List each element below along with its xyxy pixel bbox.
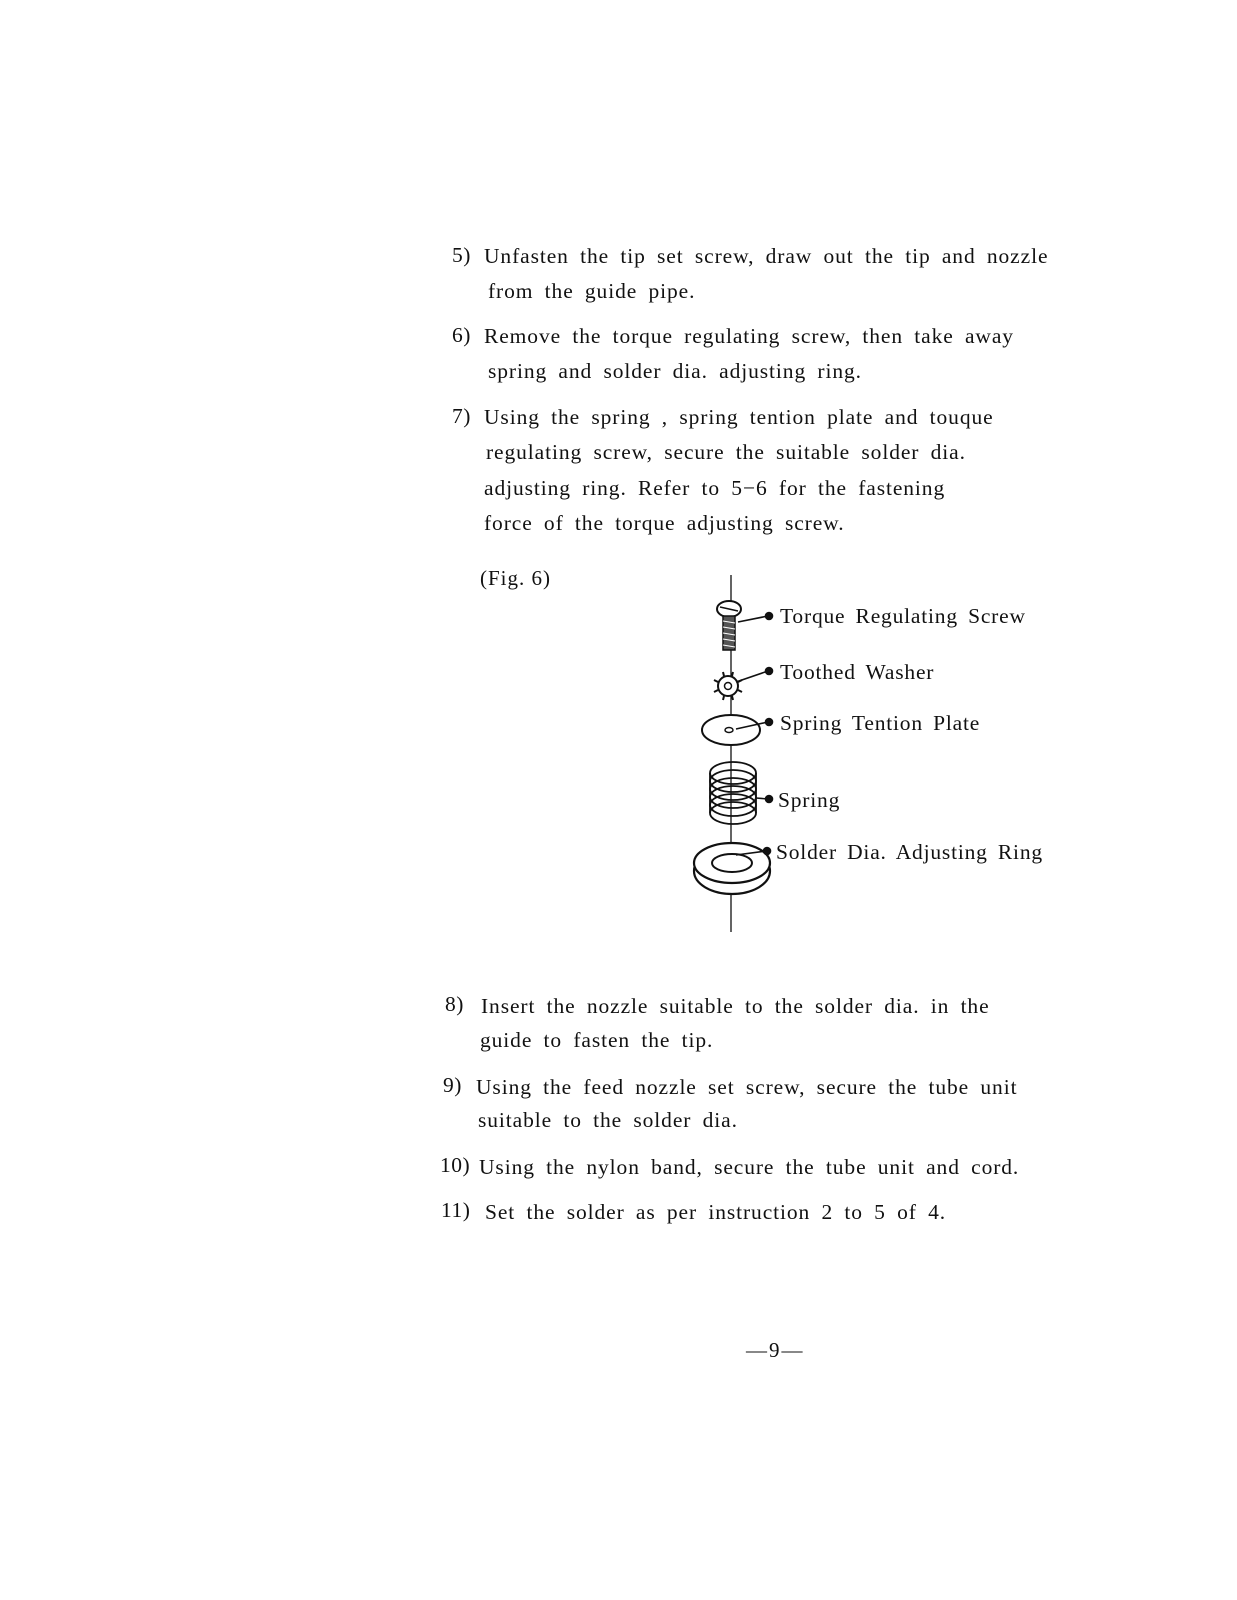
step-6-line-1: Remove the torque regulating screw, then take away [484, 324, 1014, 348]
spring-icon [710, 762, 756, 824]
step-10-number: 10) [440, 1153, 471, 1177]
figure-label: (Fig. 6) [480, 566, 551, 590]
plate-icon [702, 715, 760, 745]
step-10-line-1: Using the nylon band, secure the tube unit and cord. [479, 1155, 1020, 1179]
step-11-line-1: Set the solder as per instruction 2 to 5 of 4. [485, 1200, 947, 1224]
callout-spring: Spring [778, 788, 841, 812]
step-7-line-2: regulating screw, secure the suitable solder dia. [486, 440, 966, 464]
step-5-line-2: from the guide pipe. [488, 279, 696, 303]
page-number: —9— [746, 1338, 805, 1362]
step-7-number: 7) [452, 404, 471, 428]
exploded-parts-diagram [680, 570, 790, 935]
callout-solder-dia-adjusting-ring: Solder Dia. Adjusting Ring [776, 840, 1043, 864]
step-9-line-2: suitable to the solder dia. [478, 1108, 738, 1132]
step-6-number: 6) [452, 323, 471, 347]
step-5-line-1: Unfasten the tip set screw, draw out the tip and nozzle [484, 244, 1049, 268]
step-9-number: 9) [443, 1073, 462, 1097]
step-6-line-2: spring and solder dia. adjusting ring. [488, 359, 862, 383]
ring-icon [694, 843, 770, 894]
callout-spring-tention-plate: Spring Tention Plate [780, 711, 981, 735]
callout-toothed-washer: Toothed Washer [780, 660, 935, 684]
step-7-line-1: Using the spring , spring tention plate and touque [484, 405, 994, 429]
step-8-line-1: Insert the nozzle suitable to the solder dia. in the [481, 994, 990, 1018]
step-11-number: 11) [441, 1198, 471, 1222]
step-7-line-3: adjusting ring. Refer to 5−6 for the fastening [484, 476, 946, 500]
step-9-line-1: Using the feed nozzle set screw, secure the tube unit [476, 1075, 1018, 1099]
screw-icon [717, 601, 741, 650]
step-7-line-4: force of the torque adjusting screw. [484, 511, 845, 535]
step-8-line-2: guide to fasten the tip. [480, 1028, 714, 1052]
step-8-number: 8) [445, 992, 464, 1016]
toothed-washer-icon [714, 672, 742, 700]
callout-torque-regulating-screw: Torque Regulating Screw [780, 604, 1026, 628]
step-5-number: 5) [452, 243, 471, 267]
